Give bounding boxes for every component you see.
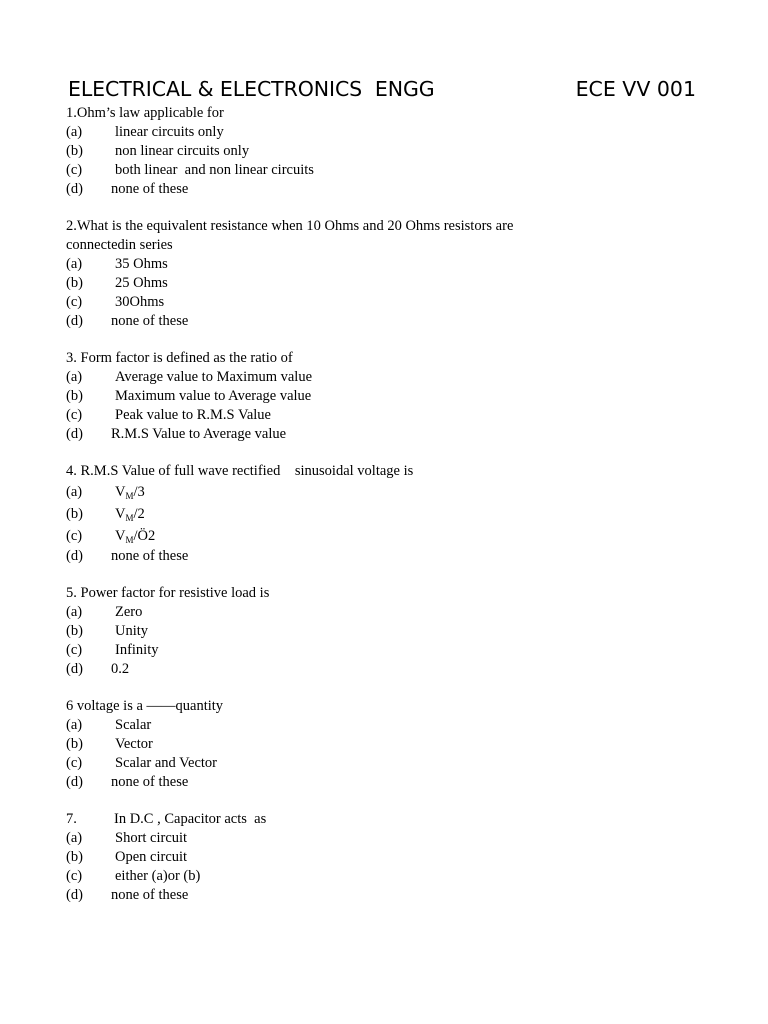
option-label: (a): [66, 256, 83, 272]
option-text: 35 Ohms: [115, 256, 168, 272]
question-stem: 6 voltage is a ——quantity: [66, 698, 224, 714]
option-a: [66, 603, 706, 622]
option-d: [66, 773, 706, 792]
question-stem: 5. Power factor for resistive load is: [66, 585, 270, 601]
option-text: none of these: [111, 887, 189, 903]
option-d: [66, 547, 706, 566]
option-label: (a): [66, 604, 83, 620]
option-label: (b): [66, 623, 83, 639]
question-text: In D.C , Capacitor acts as: [114, 811, 267, 827]
option-d: [66, 886, 706, 905]
option-text: none of these: [111, 548, 189, 564]
option-b: [66, 735, 706, 754]
option-label: (b): [66, 388, 83, 404]
option-label: (d): [66, 887, 83, 903]
option-label: (d): [66, 774, 83, 790]
option-b: [66, 274, 706, 293]
option-b: [66, 387, 706, 406]
option-text: Scalar and Vector: [115, 755, 217, 771]
question-number: 7.: [66, 811, 77, 827]
option-b: [66, 142, 706, 161]
question-1: [66, 104, 706, 199]
option-b: [66, 848, 706, 867]
option-text: $V_M/2$: [115, 506, 145, 523]
option-text: 0.2: [111, 661, 130, 677]
question-3: [66, 349, 706, 444]
option-a: [66, 481, 706, 503]
option-d: [66, 312, 706, 331]
option-label: (d): [66, 181, 83, 197]
option-text: $V_M/Ö2$: [115, 528, 156, 545]
option-label: (a): [66, 124, 83, 140]
question-2: [66, 217, 706, 331]
option-text: either (a)or (b): [115, 868, 201, 884]
option-text: Vector: [115, 736, 153, 752]
option-label: (a): [66, 484, 83, 500]
option-text: linear circuits only: [115, 124, 224, 140]
option-a: [66, 255, 706, 274]
option-a: [66, 716, 706, 735]
option-a: [66, 123, 706, 142]
option-label: (d): [66, 426, 83, 442]
option-text: none of these: [111, 774, 189, 790]
option-c: [66, 293, 706, 312]
question-6: [66, 697, 706, 792]
option-text: Infinity: [115, 642, 159, 658]
option-a: [66, 368, 706, 387]
question-5: [66, 584, 706, 679]
option-c: [66, 406, 706, 425]
option-label: (d): [66, 661, 83, 677]
option-label: (c): [66, 162, 83, 178]
option-text: non linear circuits only: [115, 143, 250, 159]
option-text: Unity: [115, 623, 149, 639]
option-label: (d): [66, 313, 83, 329]
option-c: [66, 161, 706, 180]
question-stem: [66, 810, 706, 829]
question-stem: 3. Form factor is defined as the ratio of: [66, 350, 293, 366]
option-c: [66, 641, 706, 660]
option-text: Maximum value to Average value: [115, 388, 312, 404]
paper-code: ECE VV 001: [575, 77, 696, 101]
page-header: [68, 75, 696, 105]
option-label: (c): [66, 755, 83, 771]
option-c: [66, 525, 706, 547]
option-b: [66, 622, 706, 641]
option-text: Open circuit: [115, 849, 188, 865]
option-label: (b): [66, 736, 83, 752]
question-list: [66, 104, 706, 923]
option-label: (b): [66, 849, 83, 865]
option-text: both linear and non linear circuits: [115, 162, 314, 178]
option-d: [66, 660, 706, 679]
option-label: (c): [66, 642, 83, 658]
question-7: [66, 810, 706, 905]
option-a: [66, 829, 706, 848]
option-text: none of these: [111, 313, 189, 329]
question-stem: 4. R.M.S Value of full wave rectified sinusoidal voltage is: [66, 463, 414, 479]
option-label: (c): [66, 407, 83, 423]
option-b: [66, 503, 706, 525]
option-label: (a): [66, 369, 83, 385]
option-text: Zero: [115, 604, 143, 620]
question-4: [66, 462, 706, 566]
option-d: [66, 180, 706, 199]
question-stem: 1.Ohm’s law applicable for: [66, 105, 224, 121]
option-c: [66, 754, 706, 773]
subject-title: ELECTRICAL & ELECTRONICS ENGG: [68, 77, 435, 101]
option-text: 30Ohms: [115, 294, 165, 310]
option-label: (c): [66, 528, 83, 544]
option-text: Average value to Maximum value: [115, 369, 313, 385]
option-label: (a): [66, 717, 83, 733]
question-stem: 2.What is the equivalent resistance when 10 Ohms and 20 Ohms resistors are connectedin series: [66, 218, 514, 253]
option-text: 25 Ohms: [115, 275, 168, 291]
option-text: R.M.S Value to Average value: [111, 426, 287, 442]
option-label: (b): [66, 275, 83, 291]
option-text: Scalar: [115, 717, 152, 733]
option-label: (a): [66, 830, 83, 846]
option-text: $V_M/3$: [115, 484, 145, 501]
option-label: (c): [66, 294, 83, 310]
option-text: Short circuit: [115, 830, 188, 846]
option-c: [66, 867, 706, 886]
option-label: (b): [66, 143, 83, 159]
option-label: (c): [66, 868, 83, 884]
option-label: (b): [66, 506, 83, 522]
option-d: [66, 425, 706, 444]
option-label: (d): [66, 548, 83, 564]
option-text: none of these: [111, 181, 189, 197]
option-text: Peak value to R.M.S Value: [115, 407, 271, 423]
